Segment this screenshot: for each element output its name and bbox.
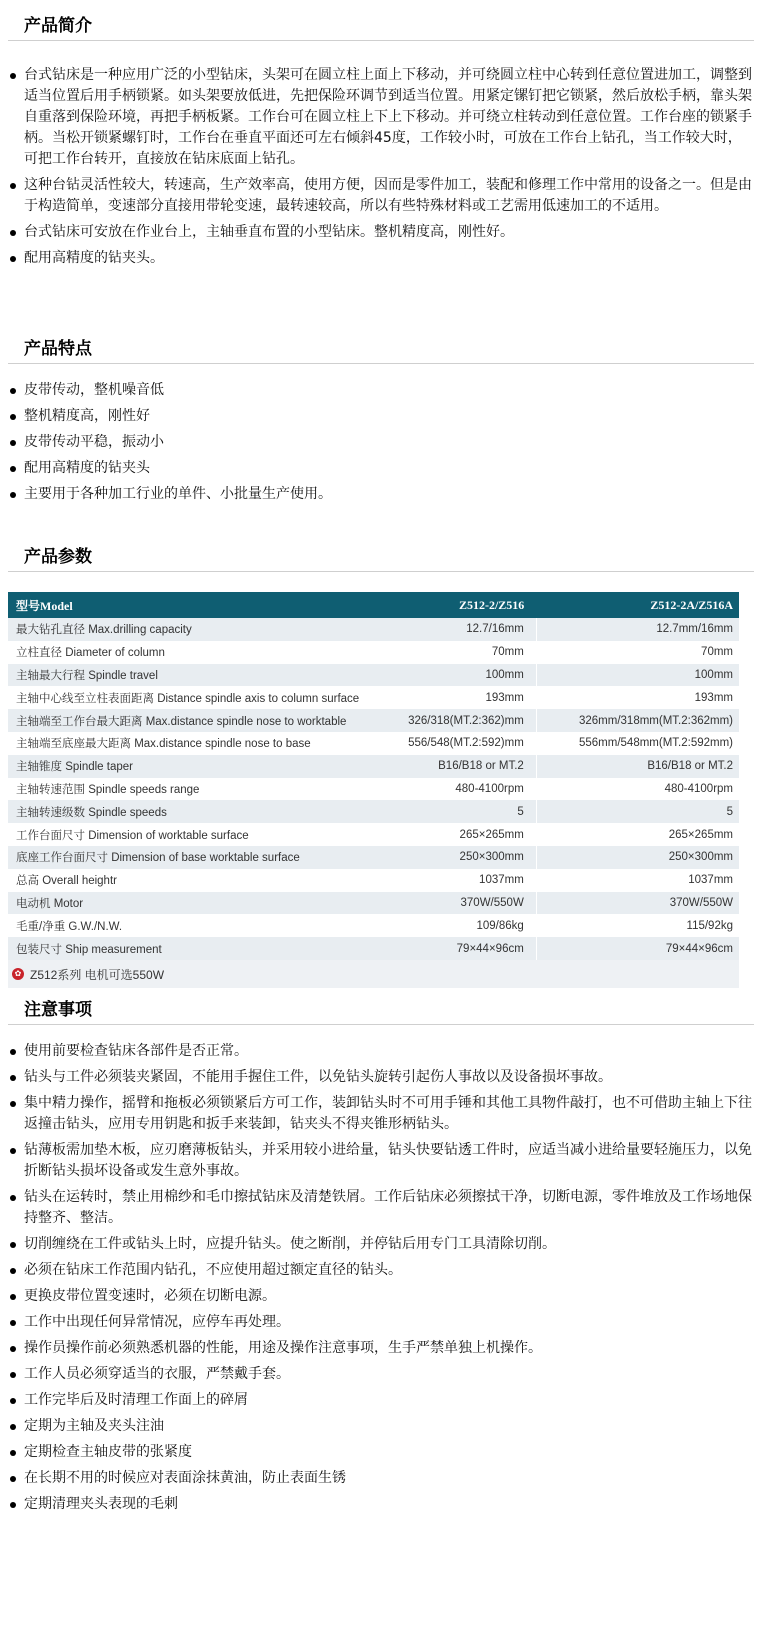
bullet-icon [10, 1101, 16, 1107]
bullet-icon [10, 183, 16, 189]
table-row: 总高 Overall heightr 1037mm 1037mm [8, 869, 739, 892]
bullet-icon [10, 388, 16, 394]
list-item: 这种台钻灵活性较大，转速高，生产效率高，使用方便，因而是零件加工，装配和修理工作中常用的设备之一。但是由于构造简单，变速部分直接用带轮变速，最转速较高，所以有些特殊材料或工艺需用低速加工的不适用。 [8, 175, 754, 217]
list-item: 配用高精度的钻夹头 [8, 458, 754, 479]
table-row: 毛重/净重 G.W./N.W. 109/86kg 115/92kg [8, 914, 739, 937]
bullet-icon [10, 466, 16, 472]
list-item: 在长期不用的时候应对表面涂抹黄油，防止表面生锈 [8, 1468, 754, 1489]
list-item: 台式钻床可安放在作业台上，主轴垂直布置的小型钻床。整机精度高，刚性好。 [8, 222, 754, 243]
list-item: 配用高精度的钻夹头。 [8, 248, 754, 269]
col-header-model1: Z512-2/Z516 [367, 592, 536, 618]
bullet-icon [10, 1450, 16, 1456]
bullet-icon [10, 1268, 16, 1274]
table-row: 立柱直径 Diameter of column 70mm 70mm [8, 641, 739, 664]
bullet-icon [10, 414, 16, 420]
bullet-icon [10, 1398, 16, 1404]
bullet-icon [10, 1242, 16, 1248]
bullet-icon [10, 1075, 16, 1081]
bullet-icon [10, 1294, 16, 1300]
features-title: 产品特点 [24, 339, 92, 359]
table-row: 底座工作台面尺寸 Dimension of base worktable surface 250×300mm 250×300mm [8, 846, 739, 869]
list-item: 钻薄板需加垫木板，应刃磨薄板钻头，并采用较小进给量，钻头快要钻透工件时，应适当减小进给量要轻施压力，以免折断钻头损坏设备或发生意外事故。 [8, 1140, 754, 1182]
list-item: 必须在钻床工作范围内钻孔，不应使用超过额定直径的钻头。 [8, 1260, 754, 1281]
params-title: 产品参数 [24, 547, 92, 567]
list-item: 台式钻床是一种应用广泛的小型钻床，头架可在圆立柱上面上下移动，并可绕圆立柱中心转到任意位置进加工，调整到适当位置后用手柄锁紧。如头架要放低进，先把保险环调节到适当位置。用紧定镙钉把它锁紧，然后放松手柄，靠头架自重落到保险环境，再把手柄板紧。工作台可在圆立柱上下上下移动。并可绕立柱转动到任意位置。工作台座的锁紧手柄。当松开锁紧螺钉时，工作台在垂直平面还可左右倾斜45度，工作较小时，可放在工作台上钻孔，当工作较大时，可把工作台转开，直接放在钻床底面上钻孔。 [8, 65, 754, 170]
list-item: 使用前要检查钻床各部件是否正常。 [8, 1041, 754, 1062]
bullet-icon [10, 73, 16, 79]
series-note [8, 960, 739, 988]
bullet-icon [10, 1424, 16, 1430]
table-row: 主轴锥度 Spindle taper B16/B18 or MT.2 B16/B18 or MT.2 [8, 755, 739, 778]
features-header [8, 327, 754, 364]
col-header-model: 型号Model [8, 592, 367, 618]
list-item: 工作完毕后及时清理工作面上的碎屑 [8, 1390, 754, 1411]
notes-list [8, 1041, 754, 1515]
bullet-icon [10, 1195, 16, 1201]
features-list [8, 380, 754, 505]
table-row: 主轴端至工作台最大距离 Max.distance spindle nose to worktable 326/318(MT.2:362)mm 326mm/318mm(MT.2:362mm) [8, 709, 739, 732]
bullet-icon [10, 230, 16, 236]
product-page [8, 0, 754, 1515]
spec-header-row [8, 592, 739, 618]
bullet-icon [10, 492, 16, 498]
bullet-icon [10, 256, 16, 262]
list-item: 更换皮带位置变速时，必须在切断电源。 [8, 1286, 754, 1307]
bullet-icon [10, 1502, 16, 1508]
list-item: 钻头与工件必须装夹紧固，不能用手握住工件，以免钻头旋转引起伤人事故以及设备损坏事故。 [8, 1067, 754, 1088]
table-row: 工作台面尺寸 Dimension of worktable surface 265×265mm 265×265mm [8, 823, 739, 846]
list-item: 皮带传动平稳，振动小 [8, 432, 754, 453]
intro-header [8, 0, 754, 41]
intro-list [8, 65, 754, 269]
bullet-icon [10, 1049, 16, 1055]
bullet-icon [10, 1320, 16, 1326]
col-header-model2: Z512-2A/Z516A [536, 592, 739, 618]
bullet-icon [10, 440, 16, 446]
list-item: 工作中出现任何异常情况，应停车再处理。 [8, 1312, 754, 1333]
table-row: 电动机 Motor 370W/550W 370W/550W [8, 892, 739, 915]
params-header [8, 535, 754, 572]
bullet-icon [10, 1148, 16, 1154]
bullet-icon [10, 1346, 16, 1352]
table-row: 主轴转速范围 Spindle speeds range 480-4100rpm 480-4100rpm [8, 778, 739, 801]
list-item: 操作员操作前必须熟悉机器的性能，用途及操作注意事项，生手严禁单独上机操作。 [8, 1338, 754, 1359]
list-item: 整机精度高，刚性好 [8, 406, 754, 427]
notes-title: 注意事项 [24, 999, 92, 1020]
list-item: 定期清理夹头表现的毛刺 [8, 1494, 754, 1515]
table-row: 主轴端至底座最大距离 Max.distance spindle nose to base 556/548(MT.2:592)mm 556mm/548mm(MT.2:592mm) [8, 732, 739, 755]
bullet-icon [10, 1476, 16, 1482]
list-item: 定期检查主轴皮带的张紧度 [8, 1442, 754, 1463]
intro-title: 产品简介 [24, 16, 92, 36]
table-row: 主轴最大行程 Spindle travel 100mm 100mm [8, 664, 739, 687]
list-item: 主要用于各种加工行业的单件、小批量生产使用。 [8, 484, 754, 505]
table-row: 主轴转速级数 Spindle speeds 5 5 [8, 800, 739, 823]
spec-table [8, 592, 739, 960]
list-item: 工作人员必须穿适当的衣服，严禁戴手套。 [8, 1364, 754, 1385]
list-item: 皮带传动，整机噪音低 [8, 380, 754, 401]
table-row: 包装尺寸 Ship measurement 79×44×96cm 79×44×96cm [8, 937, 739, 960]
list-item: 定期为主轴及夹头注油 [8, 1416, 754, 1437]
table-row: 主轴中心线至立柱表面距离 Distance spindle axis to column surface 193mm 193mm [8, 686, 739, 709]
series-note-text: Z512系列 电机可选550W [30, 967, 165, 982]
table-row: 最大钻孔直径 Max.drilling capacity 12.7/16mm 12.7mm/16mm [8, 618, 739, 641]
list-item: 切削缠绕在工件或钻头上时，应提升钻头。使之断削，并停钻后用专门工具清除切削。 [8, 1234, 754, 1255]
logo-icon: ✿ [12, 968, 24, 980]
bullet-icon [10, 1372, 16, 1378]
notes-header [8, 988, 754, 1025]
list-item: 集中精力操作，摇臂和拖板必须锁紧后方可工作，装卸钻头时不可用手锤和其他工具物件敲打，也不可借助主轴上下往返撞击钻头，应用专用钥匙和扳手来装卸，钻夹头不得夹锥形柄钻头。 [8, 1093, 754, 1135]
list-item: 钻头在运转时，禁止用棉纱和毛巾擦拭钻床及清楚铁屑。工作后钻床必须擦拭干净，切断电源，零件堆放及工作场地保持整齐、整洁。 [8, 1187, 754, 1229]
